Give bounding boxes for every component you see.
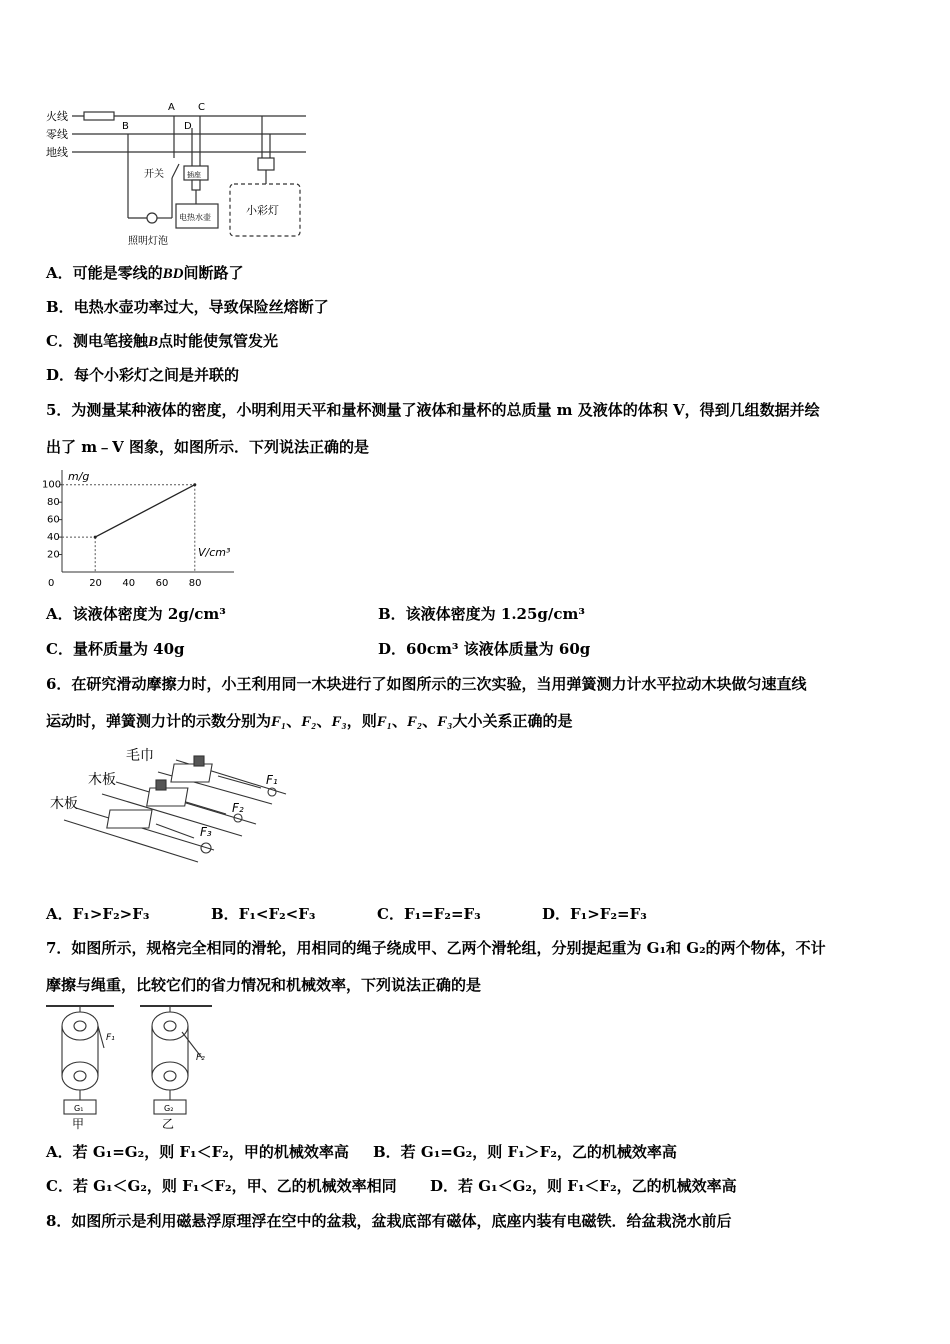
data-point xyxy=(193,483,196,486)
ground-wire-label: 地线 xyxy=(46,146,68,159)
x-tick-label: 80 xyxy=(188,578,202,589)
q7-stem-line1: 7．如图所示，规格完全相同的滑轮，用相同的绳子绕成甲、乙两个滑轮组，分别提起重为 G₁和 G₂的两个物体，不计 xyxy=(46,939,826,957)
y-tick-label: 60 xyxy=(47,514,60,526)
f2-label: F₂ xyxy=(232,801,244,815)
kettle-label: 电热水壶 xyxy=(179,213,211,222)
q6-stem-line1: 6．在研究滑动摩擦力时，小王利用同一木块进行了如图所示的三次实验，当用弹簧测力计水平拉动木块做匀速直线 xyxy=(46,675,807,693)
neutral-wire-label: 零线 xyxy=(46,128,68,141)
point-b-label: B xyxy=(122,121,129,132)
point-c-label: C xyxy=(198,102,205,113)
f3-label: F₃ xyxy=(200,825,212,839)
q4-option-b: B．电热水壶功率过大，导致保险丝熔断了 xyxy=(46,298,329,316)
pulley-f2-label: F₂ xyxy=(196,1053,205,1063)
q6-option-b: B．F₁<F₂<F₃ xyxy=(211,905,316,923)
y-tick-label: 20 xyxy=(47,549,60,561)
q5-option-b: B．该液体密度为 1.25g/cm³ xyxy=(378,605,585,623)
point-a-label: A xyxy=(168,102,175,113)
q7-option-c: C．若 G₁＜G₂，则 F₁＜F₂，甲、乙的机械效率相同 xyxy=(46,1177,397,1195)
q7-option-a: A．若 G₁=G₂，则 F₁＜F₂，甲的机械效率高 xyxy=(46,1143,349,1161)
q5-stem-line2: 出了 m﹣V 图象，如图所示．下列说法正确的是 xyxy=(46,438,369,456)
friction-experiment-figure xyxy=(46,742,296,868)
data-line xyxy=(95,485,195,537)
pulley-figure xyxy=(44,1002,224,1130)
q7-option-d: D．若 G₁＜G₂，则 F₁＜F₂，乙的机械效率高 xyxy=(430,1177,737,1195)
live-wire-label: 火线 xyxy=(46,110,68,123)
x-tick-label: 40 xyxy=(122,578,136,589)
y-tick-label: 40 xyxy=(47,532,60,544)
socket-label: 插座 xyxy=(187,171,201,179)
q5-stem-line1: 5．为测量某种液体的密度，小明利用天平和量杯测量了液体和量杯的总质量 m 及液体的体积 V，得到几组数据并绘 xyxy=(46,401,820,419)
g1-label: G₁ xyxy=(74,1104,84,1113)
y-axis-label: m/g xyxy=(68,470,90,483)
circuit-figure xyxy=(44,98,314,248)
g2-label: G₂ xyxy=(164,1104,174,1113)
x-tick-label: 20 xyxy=(89,578,102,589)
q7-stem-line2: 摩擦与绳重，比较它们的省力情况和机械效率，下列说法正确的是 xyxy=(46,976,482,994)
board-label-2: 木板 xyxy=(50,796,78,812)
point-d-label: D xyxy=(184,121,192,132)
q5-option-d: D．60cm³ 该液体质量为 60g xyxy=(378,640,591,658)
q4-option-c: C．测电笔接触B点时能使氖管发光 xyxy=(46,332,278,350)
q5-option-c: C．量杯质量为 40g xyxy=(46,640,185,658)
yi-label: 乙 xyxy=(162,1117,175,1130)
data-point xyxy=(94,536,97,539)
pulley-f1-label: F₁ xyxy=(106,1033,115,1043)
q6-option-a: A．F₁>F₂>F₃ xyxy=(46,905,150,923)
x-tick-label: 60 xyxy=(155,578,169,589)
f1-label: F₁ xyxy=(266,773,278,787)
x-tick-label: 0 xyxy=(48,578,55,589)
towel-label: 毛巾 xyxy=(126,748,154,764)
string-lights-label: 小彩灯 xyxy=(246,204,279,217)
lamp-label: 照明灯泡 xyxy=(128,236,168,247)
y-tick-label: 80 xyxy=(47,497,60,509)
board-label-1: 木板 xyxy=(88,772,116,788)
switch-label: 开关 xyxy=(144,169,164,180)
jia-label: 甲 xyxy=(72,1117,85,1130)
y-tick-label: 100 xyxy=(42,479,62,491)
q5-option-a: A．该液体密度为 2g/cm³ xyxy=(46,605,226,623)
q7-option-b: B．若 G₁=G₂，则 F₁＞F₂，乙的机械效率高 xyxy=(373,1143,677,1161)
q8-stem-line1: 8．如图所示是利用磁悬浮原理浮在空中的盆栽，盆栽底部有磁体，底座内装有电磁铁．给盆栽浇水前后 xyxy=(46,1212,732,1230)
q4-option-a: A．可能是零线的BD间断路了 xyxy=(46,264,244,282)
q6-option-c: C．F₁=F₂=F₃ xyxy=(377,905,481,923)
q6-option-d: D．F₁>F₂=F₃ xyxy=(542,905,647,923)
x-axis-label: V/cm³ xyxy=(198,546,231,559)
m-v-chart xyxy=(40,466,250,590)
q6-stem-line2: 运动时，弹簧测力计的示数分别为F₁、F₂、F₃，则F₁、F₂、F₃大小关系正确的是 xyxy=(46,712,573,730)
q4-option-d: D．每个小彩灯之间是并联的 xyxy=(46,366,240,384)
